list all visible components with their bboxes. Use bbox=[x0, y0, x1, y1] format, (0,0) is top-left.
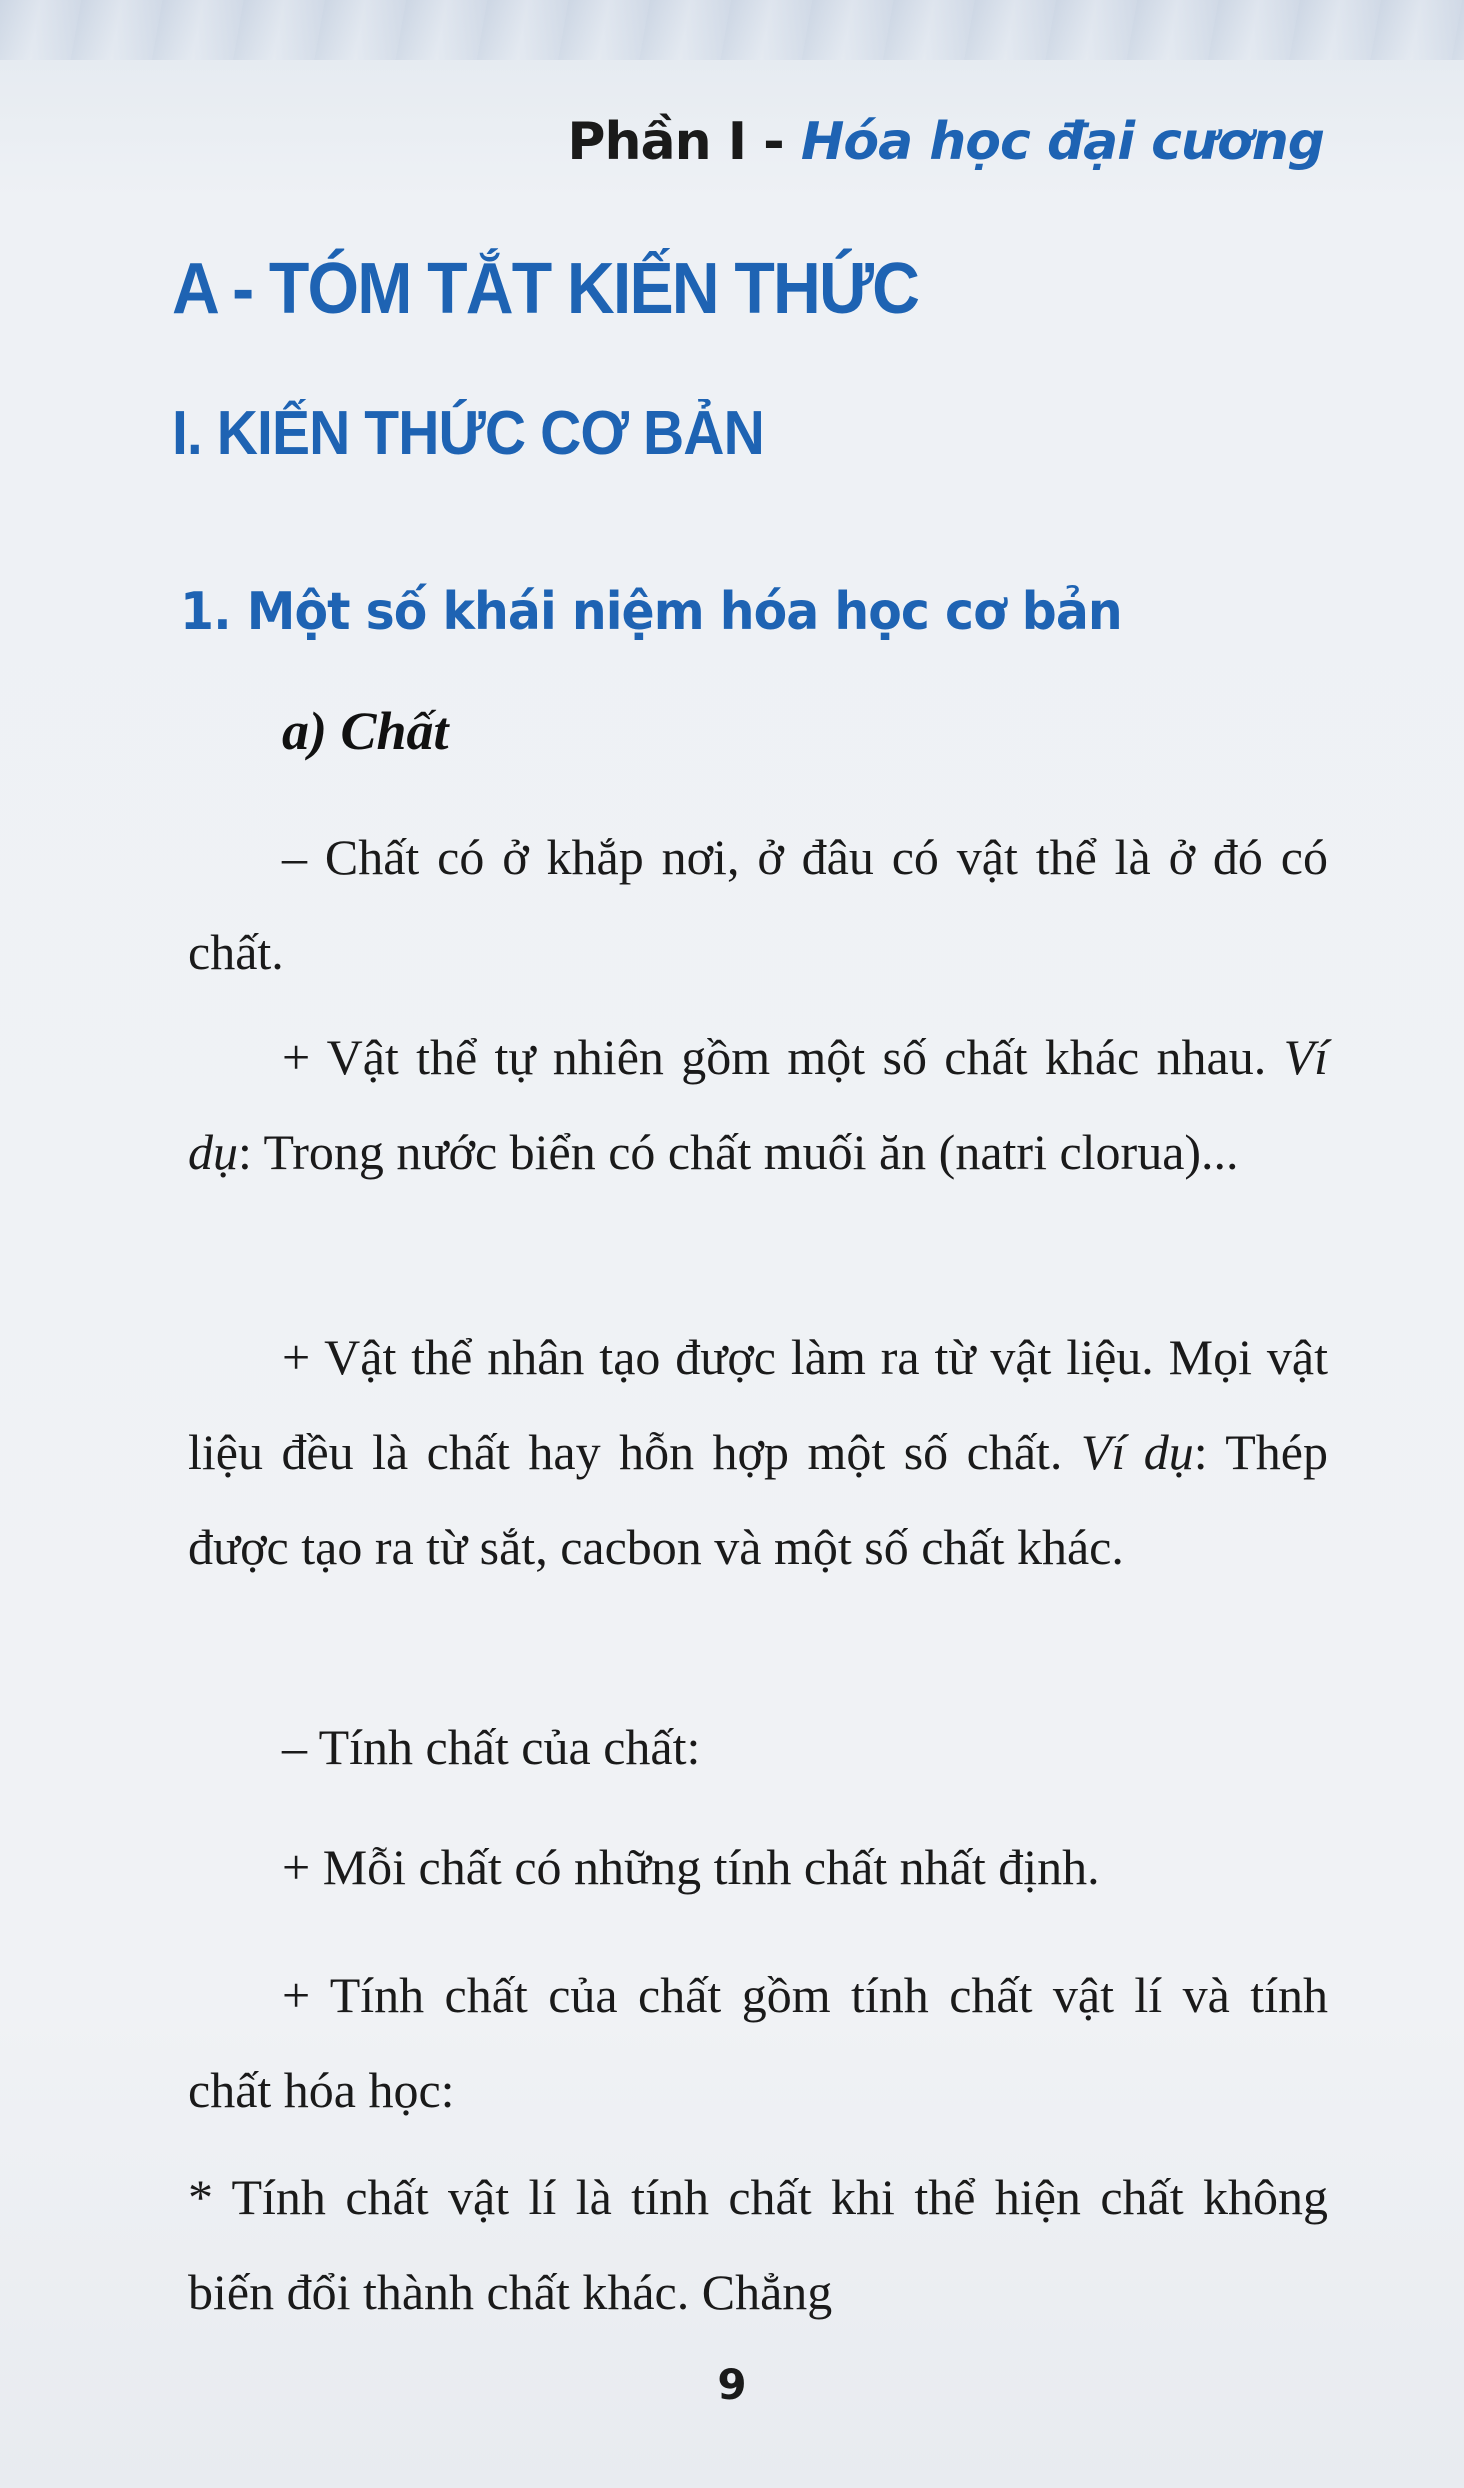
paragraph-5-text: + Mỗi chất có những tính chất nhất định. bbox=[282, 1839, 1100, 1895]
paragraph-3 bbox=[188, 1310, 1328, 1595]
paragraph-3-example: Ví dụ bbox=[1080, 1424, 1194, 1480]
running-header bbox=[567, 112, 1324, 172]
paragraph-1-text: – Chất có ở khắp nơi, ở đâu có vật thể là ở đó có chất. bbox=[188, 829, 1328, 980]
page-number: 9 bbox=[717, 2360, 747, 2409]
paragraph-2-example: Ví dụ bbox=[188, 1029, 1328, 1180]
paragraph-7 bbox=[188, 2150, 1328, 2340]
section-title: A - TÓM TẮT KIẾN THỨC bbox=[172, 249, 919, 329]
paragraph-6 bbox=[188, 1948, 1328, 2138]
paragraph-1 bbox=[188, 810, 1328, 1000]
paragraph-2 bbox=[188, 1010, 1328, 1200]
paragraph-2-text-a: + Vật thể tự nhiên gồm một số chất khác nhau. bbox=[282, 1029, 1284, 1085]
header-part: Phần I - bbox=[567, 112, 801, 172]
sub-title: I. KIẾN THỨC CƠ BẢN bbox=[172, 399, 764, 468]
paragraph-6-text: + Tính chất của chất gồm tính chất vật lí và tính chất hóa học: bbox=[188, 1967, 1328, 2118]
paragraph-7-text: * Tính chất vật lí là tính chất khi thể hiện chất không biến đổi thành chất khác. Chẳng bbox=[188, 2169, 1328, 2320]
paragraph-2-text-b: : Trong nước biển có chất muối ăn (natri clorua)... bbox=[238, 1124, 1239, 1180]
paragraph-3-text-b: : Thép được tạo ra từ sắt, cacbon và một số chất khác. bbox=[188, 1424, 1328, 1575]
heading-concepts: 1. Một số khái niệm hóa học cơ bản bbox=[180, 582, 1122, 642]
paragraph-5 bbox=[188, 1820, 1328, 1915]
heading-substance: a) Chất bbox=[282, 701, 449, 761]
header-subject: Hóa học đại cương bbox=[800, 112, 1324, 172]
paragraph-4 bbox=[188, 1700, 1328, 1795]
top-decorative-band bbox=[0, 0, 1464, 60]
paragraph-3-text-a: + Vật thể nhân tạo được làm ra từ vật liệu. Mọi vật liệu đều là chất hay hỗn hợp một số chất. bbox=[188, 1329, 1328, 1480]
paragraph-4-text: – Tính chất của chất: bbox=[282, 1719, 701, 1775]
